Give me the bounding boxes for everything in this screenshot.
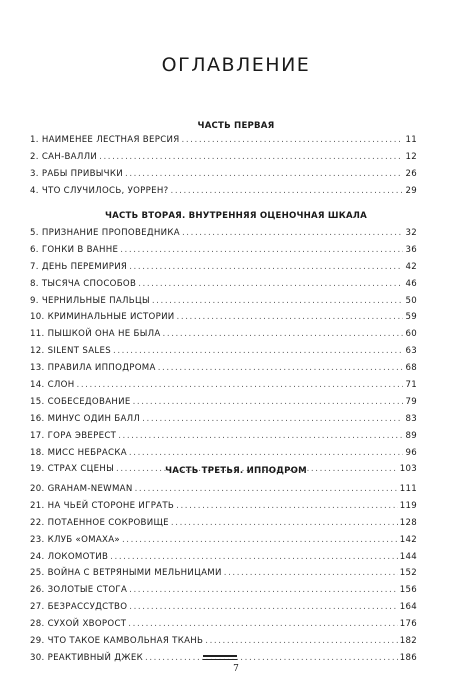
toc-entry[interactable]: [30, 397, 417, 414]
entry-page: 11: [405, 135, 417, 145]
toc-entry[interactable]: [30, 552, 417, 569]
toc-list-part-2: [30, 228, 417, 481]
toc-entry[interactable]: [30, 296, 417, 313]
entry-label: 7. ДЕНЬ ПЕРЕМИРИЯ: [30, 261, 128, 272]
entry-label: 21. НА ЧЬЕЙ СТОРОНЕ ИГРАТЬ: [30, 500, 175, 511]
toc-entry[interactable]: [30, 312, 417, 329]
entry-page: 152: [399, 568, 417, 579]
toc-entry[interactable]: [30, 501, 417, 518]
toc-entry[interactable]: [30, 619, 417, 636]
entry-page: 71: [405, 380, 417, 391]
entry-page: 68: [405, 363, 417, 374]
entry-label: 20. GRAHAM-NEWMAN: [30, 484, 133, 494]
entry-label: 14. СЛОН: [30, 380, 75, 391]
toc-entry[interactable]: [30, 518, 417, 535]
entry-page: 164: [399, 602, 417, 613]
entry-page: 29: [405, 185, 417, 196]
entry-page: 50: [405, 295, 417, 306]
toc-entry[interactable]: [30, 636, 417, 653]
toc-entry[interactable]: [30, 135, 417, 152]
toc-entry[interactable]: [30, 169, 417, 186]
toc-title: ОГЛАВЛЕНИЕ: [161, 54, 311, 76]
toc-entry[interactable]: [30, 262, 417, 279]
part-heading-1: ЧАСТЬ ПЕРВАЯ: [197, 121, 275, 131]
entry-label: 5. ПРИЗНАНИЕ ПРОПОВЕДНИКА: [30, 228, 180, 238]
footer-rule-thin: [203, 659, 237, 660]
toc-list-part-3: [30, 484, 417, 670]
entry-label: 26. ЗОЛОТЫЕ СТОГА: [30, 585, 128, 596]
toc-entry[interactable]: [30, 535, 417, 552]
entry-label: 18. МИСС НЕБРАСКА: [30, 447, 127, 458]
toc-list-part-1: [30, 135, 417, 203]
entry-page: 142: [399, 534, 417, 545]
toc-entry[interactable]: [30, 363, 417, 380]
toc-entry[interactable]: [30, 245, 417, 262]
entry-label: 8. ТЫСЯЧА СПОСОБОВ: [30, 278, 137, 289]
entry-label: 9. ЧЕРНИЛЬНЫЕ ПАЛЬЦЫ: [30, 295, 150, 306]
entry-label: 11. ПЫШКОЙ ОНА НЕ БЫЛА: [30, 329, 161, 340]
entry-page: 119: [399, 500, 417, 511]
entry-label: 22. ПОТАЕННОЕ СОКРОВИЩЕ: [30, 517, 169, 528]
entry-page: 12: [405, 151, 417, 162]
toc-entry[interactable]: [30, 484, 417, 501]
entry-label: 17. ГОРА ЭВЕРЕСТ: [30, 430, 117, 441]
entry-label: 3. РАБЫ ПРИВЫЧКИ: [30, 168, 123, 179]
entry-label: 28. СУХОЙ ХВОРОСТ: [30, 619, 127, 630]
entry-page: 89: [405, 430, 417, 441]
entry-page: 79: [405, 396, 417, 407]
toc-entry[interactable]: [30, 585, 417, 602]
entry-label: 6. ГОНКИ В ВАННЕ: [30, 244, 119, 255]
entry-label: 30. РЕАКТИВНЫЙ ДЖЕК: [30, 652, 143, 663]
toc-entry[interactable]: [30, 568, 417, 585]
entry-label: 29. ЧТО ТАКОЕ КАМВОЛЬНАЯ ТКАНЬ: [30, 636, 204, 647]
entry-page: 36: [405, 244, 417, 255]
entry-page: 103: [399, 464, 417, 475]
toc-entry[interactable]: [30, 186, 417, 203]
part-heading-3: ЧАСТЬ ТРЕТЬЯ. ИППОДРОМ: [165, 466, 307, 476]
toc-entry[interactable]: [30, 152, 417, 169]
entry-label: 27. БЕЗРАССУДСТВО: [30, 602, 128, 613]
entry-page: 96: [405, 447, 417, 458]
entry-label: 1. НАИМЕНЕЕ ЛЕСТНАЯ ВЕРСИЯ: [30, 135, 180, 145]
toc-entry[interactable]: [30, 279, 417, 296]
entry-page: 186: [399, 652, 417, 663]
footer-rule: [203, 655, 237, 657]
toc-entry[interactable]: [30, 228, 417, 245]
entry-label: 2. САН-ВАЛЛИ: [30, 151, 98, 162]
entry-page: 32: [405, 228, 417, 238]
entry-label: 13. ПРАВИЛА ИППОДРОМА: [30, 363, 156, 374]
toc-entry[interactable]: [30, 329, 417, 346]
entry-page: 42: [405, 261, 417, 272]
entry-page: 156: [399, 585, 417, 596]
toc-entry[interactable]: [30, 448, 417, 465]
entry-page: 111: [399, 484, 417, 494]
toc-entry[interactable]: [30, 602, 417, 619]
entry-page: 182: [399, 636, 417, 647]
entry-label: 16. МИНУС ОДИН БАЛЛ: [30, 413, 141, 424]
entry-label: 4. ЧТО СЛУЧИЛОСЬ, УОРРЕН?: [30, 185, 169, 196]
entry-label: 19. СТРАХ СЦЕНЫ: [30, 464, 114, 475]
entry-label: 10. КРИМИНАЛЬНЫЕ ИСТОРИИ: [30, 312, 175, 323]
entry-label: 25. ВОЙНА С ВЕТРЯНЫМИ МЕЛЬНИЦАМИ: [30, 568, 222, 579]
part-heading-2: ЧАСТЬ ВТОРАЯ. ВНУТРЕННЯЯ ОЦЕНОЧНАЯ ШКАЛА: [105, 211, 367, 221]
entry-label: 23. КЛУБ «ОМАХА»: [30, 534, 120, 545]
entry-page: 176: [399, 619, 417, 630]
toc-entry[interactable]: [30, 346, 417, 363]
entry-page: 26: [405, 168, 417, 179]
entry-page: 59: [405, 312, 417, 323]
entry-page: 83: [405, 413, 417, 424]
entry-page: 46: [405, 278, 417, 289]
entry-page: 128: [399, 517, 417, 528]
entry-label: 12. SILENT SALES: [30, 346, 111, 357]
entry-label: 24. ЛОКОМОТИВ: [30, 551, 109, 562]
entry-page: 60: [405, 329, 417, 340]
toc-entry[interactable]: [30, 414, 417, 431]
entry-page: 63: [405, 346, 417, 357]
entry-label: 15. СОБЕСЕДОВАНИЕ: [30, 396, 131, 407]
page-number: 7: [233, 664, 239, 674]
toc-entry[interactable]: [30, 380, 417, 397]
entry-page: 144: [399, 551, 417, 562]
toc-entry[interactable]: [30, 431, 417, 448]
